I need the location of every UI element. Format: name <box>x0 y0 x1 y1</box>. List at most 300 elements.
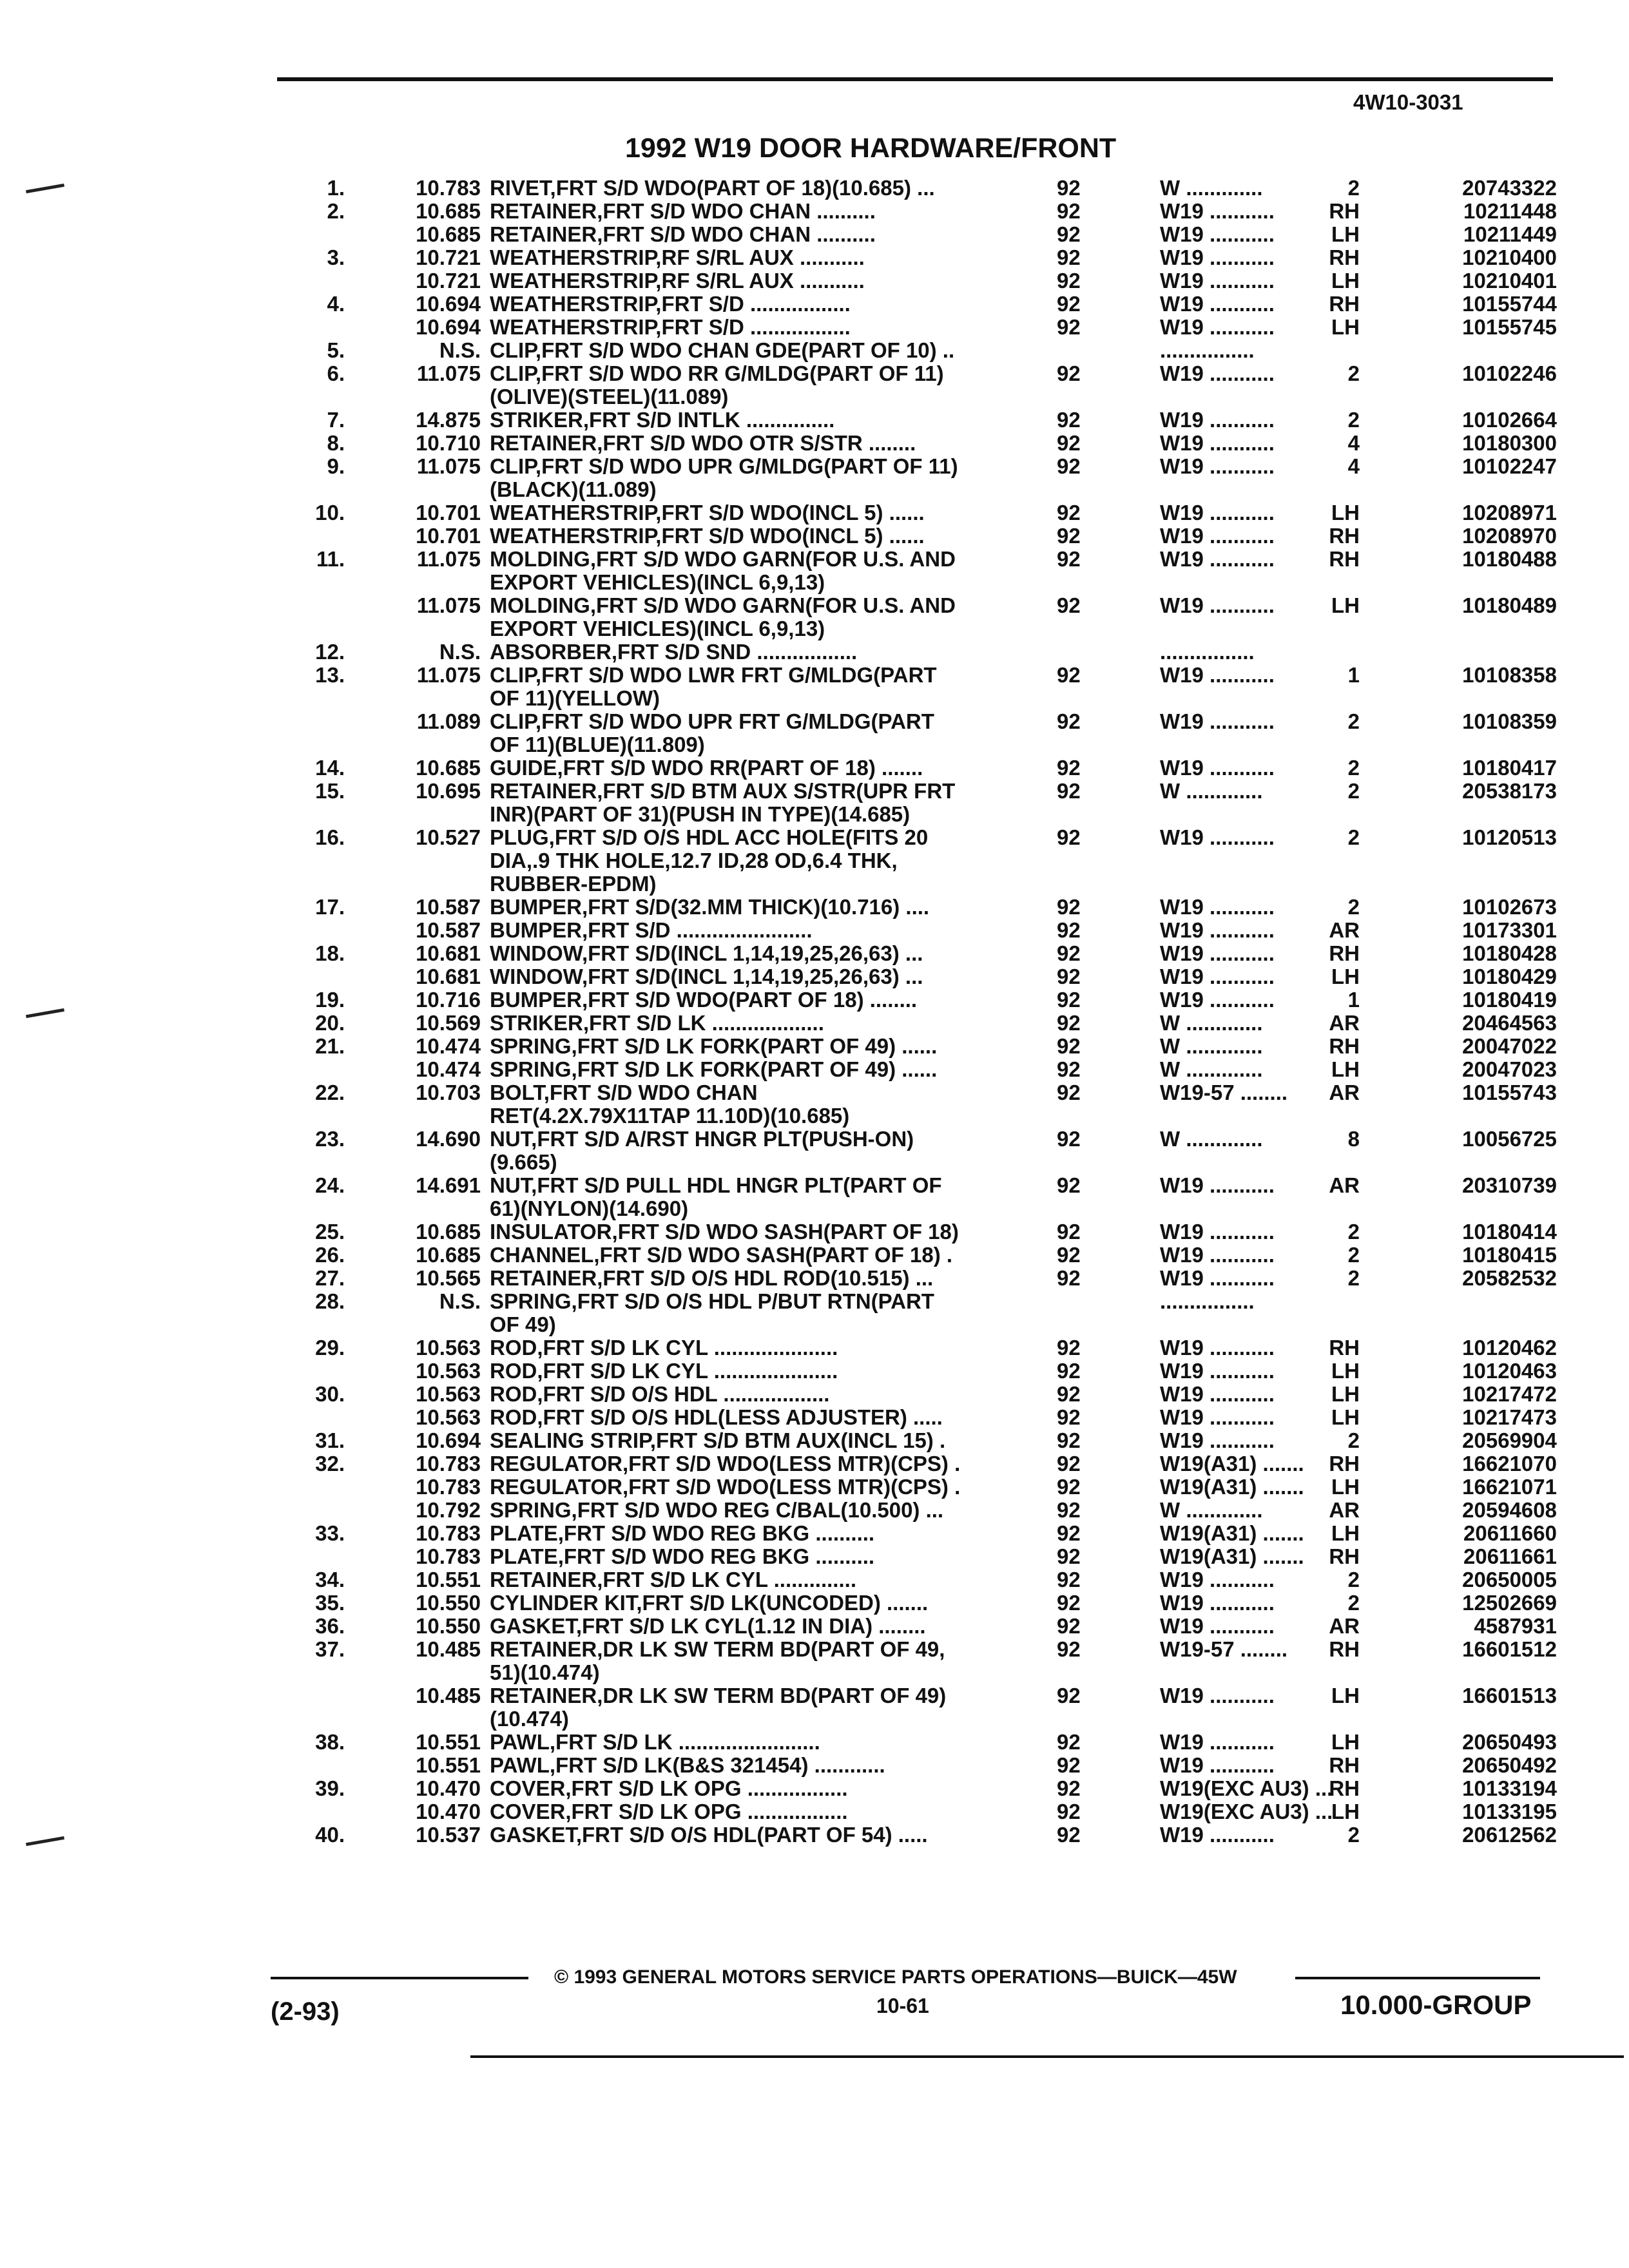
table-row <box>0 1777 1629 1800</box>
part-number: 16601513 <box>1462 1684 1557 1707</box>
prefix-number: 10.783 <box>416 1544 481 1568</box>
description <box>490 1197 1057 1220</box>
part-detail: (10.474) <box>490 1707 569 1731</box>
prefix-number: 10.563 <box>416 1382 481 1406</box>
model-code: W19 ........... <box>1160 1730 1275 1754</box>
model-year: 92 <box>1057 292 1081 316</box>
model-code: W19(A31) ....... <box>1160 1544 1304 1568</box>
model-code: W19 ........... <box>1160 454 1275 478</box>
quantity: LH <box>1331 1359 1360 1383</box>
prefix-number <box>374 1661 490 1684</box>
part-number: 10208970 <box>1462 524 1557 548</box>
part-detail: ,FRT S/D WDO CHAN .......... <box>597 222 876 246</box>
model-year: 92 <box>1057 1776 1081 1800</box>
prefix-number: 10.563 <box>416 1405 481 1429</box>
ref-number <box>0 594 374 617</box>
quantity <box>1302 1707 1366 1731</box>
quantity <box>1302 571 1366 594</box>
part-number: 10208971 <box>1462 501 1557 524</box>
description <box>490 1244 1057 1267</box>
part-detail: (9.665) <box>490 1150 557 1174</box>
model-code <box>1160 849 1302 872</box>
part-name: NUT <box>490 1173 532 1197</box>
part-detail: ,FRT S/D LK ........................ <box>549 1730 820 1754</box>
part-detail: OF 11)(BLUE)(11.809) <box>490 733 705 756</box>
ref-number: 24. <box>315 1173 345 1197</box>
prefix-number: 10.783 <box>416 176 481 200</box>
model-year <box>1057 1197 1160 1220</box>
prefix-number: 10.551 <box>416 1568 481 1591</box>
part-name: RETAINER <box>490 431 597 455</box>
table-row <box>0 1475 1629 1499</box>
quantity: 2 <box>1347 895 1360 919</box>
description <box>490 988 1057 1012</box>
part-name: PAWL <box>490 1730 550 1754</box>
table-row <box>0 1128 1629 1151</box>
footer-rule-right <box>1295 1977 1540 1979</box>
description <box>490 455 1057 478</box>
part-number: 10210401 <box>1462 269 1557 293</box>
prefix-number: 10.569 <box>416 1011 481 1035</box>
table-row <box>0 177 1629 200</box>
description <box>490 1638 1057 1661</box>
model-year: 92 <box>1057 1753 1081 1777</box>
model-year <box>1057 803 1160 826</box>
part-number <box>1366 478 1629 501</box>
part-number: 10102247 <box>1462 454 1557 478</box>
prefix-number <box>374 385 490 408</box>
table-row <box>0 1290 1629 1313</box>
quantity: LH <box>1331 269 1360 293</box>
quantity: RH <box>1329 1336 1360 1360</box>
model-code: W19 ........... <box>1160 988 1275 1012</box>
ref-number: 5. <box>327 338 345 362</box>
table-row <box>0 1012 1629 1035</box>
model-year: 92 <box>1057 176 1081 200</box>
ref-number: 6. <box>327 361 345 385</box>
part-name: STRIKER <box>490 408 583 432</box>
part-detail: ,FRT S/D WDO(INCL 5) ...... <box>655 501 925 524</box>
ref-number: 14. <box>315 756 345 780</box>
part-name: BUMPER <box>490 918 583 942</box>
part-name: MOLDING <box>490 593 590 617</box>
part-number: 10211448 <box>1463 199 1557 223</box>
part-detail: ,FRT S/D ................. <box>655 315 851 339</box>
ref-number: 30. <box>315 1382 345 1406</box>
part-name: REGULATOR <box>490 1475 622 1499</box>
part-detail: ,DR LK SW TERM BD(PART OF 49, <box>597 1637 945 1661</box>
table-row <box>0 896 1629 919</box>
table-row <box>0 1035 1629 1058</box>
part-detail: EXPORT VEHICLES)(INCL 6,9,13) <box>490 570 825 594</box>
quantity: LH <box>1331 965 1360 988</box>
model-code: W19(EXC AU3) ... <box>1160 1800 1333 1823</box>
quantity: 2 <box>1347 1591 1360 1615</box>
model-year: 92 <box>1057 1823 1081 1847</box>
ref-number <box>0 1104 374 1128</box>
part-detail: INR)(PART OF 31)(PUSH IN TYPE)(14.685) <box>490 802 911 826</box>
part-number: 20743322 <box>1462 176 1557 200</box>
part-number: 20650493 <box>1462 1730 1557 1754</box>
description <box>490 849 1057 872</box>
description <box>490 1290 1057 1313</box>
quantity <box>1302 1151 1366 1174</box>
model-year: 92 <box>1057 222 1081 246</box>
part-number <box>1366 687 1629 710</box>
quantity: 4 <box>1347 431 1360 455</box>
part-name: BUMPER <box>490 988 583 1012</box>
part-detail: ,FRT S/D BTM AUX S/STR(UPR FRT <box>597 779 956 803</box>
description <box>490 640 1057 664</box>
part-detail: ,FRT S/D WDO UPR FRT G/MLDG(PART <box>535 709 934 733</box>
ref-number <box>0 710 374 733</box>
table-row <box>0 919 1629 942</box>
part-name: PLATE <box>490 1521 558 1545</box>
prefix-number: 11.075 <box>416 663 481 687</box>
table-row <box>0 1360 1629 1383</box>
description <box>490 1522 1057 1545</box>
prefix-number: 10.587 <box>416 918 481 942</box>
part-detail: ,FRT S/D SND ................. <box>611 640 858 664</box>
prefix-number: 10.550 <box>416 1614 481 1638</box>
part-name: INSULATOR <box>490 1220 612 1244</box>
quantity <box>1302 339 1366 362</box>
part-name: CLIP <box>490 454 535 478</box>
model-code: W19 ........... <box>1160 199 1275 223</box>
part-number: 20594608 <box>1462 1498 1557 1522</box>
part-number: 20582532 <box>1462 1266 1557 1290</box>
quantity: AR <box>1329 1081 1360 1104</box>
part-number: 20611660 <box>1463 1521 1557 1545</box>
ref-number: 10. <box>315 501 345 524</box>
model-year <box>1057 1707 1160 1731</box>
description <box>490 293 1057 316</box>
model-year <box>1057 617 1160 640</box>
ref-number <box>0 1707 374 1731</box>
footer-rule-left <box>271 1977 528 1979</box>
part-detail: ,FRT S/D LK FORK(PART OF 49) ...... <box>571 1034 938 1058</box>
model-year: 92 <box>1057 1359 1081 1383</box>
description <box>490 408 1057 432</box>
prefix-number: 10.685 <box>416 222 481 246</box>
model-year: 92 <box>1057 918 1081 942</box>
part-number: 10180428 <box>1462 941 1557 965</box>
description <box>490 362 1057 385</box>
table-row <box>0 1313 1629 1336</box>
model-code: W19(A31) ....... <box>1160 1521 1304 1545</box>
description <box>490 269 1057 293</box>
prefix-number: 10.792 <box>416 1498 481 1522</box>
parts-list <box>0 177 1629 1847</box>
quantity: 2 <box>1347 1266 1360 1290</box>
part-number: 10155745 <box>1462 315 1557 339</box>
page-id: 4W10-3031 <box>1353 90 1463 114</box>
part-detail: ,FRT S/D WDO(LESS MTR)(CPS) . <box>622 1452 961 1475</box>
part-number: 20650492 <box>1462 1753 1557 1777</box>
prefix-number: 11.075 <box>416 361 481 385</box>
quantity: LH <box>1331 593 1360 617</box>
part-detail: RET(4.2X.79X11TAP 11.10D)(10.685) <box>490 1104 850 1128</box>
model-code: W19 ........... <box>1160 1359 1275 1383</box>
part-number: 10102246 <box>1462 361 1557 385</box>
ref-number: 29. <box>315 1336 345 1360</box>
ref-number <box>0 223 374 246</box>
ref-number <box>0 919 374 942</box>
ref-number <box>0 269 374 293</box>
part-number: 10180417 <box>1462 756 1557 780</box>
description <box>490 1475 1057 1499</box>
part-number: 10155743 <box>1462 1081 1557 1104</box>
table-row <box>0 1707 1629 1731</box>
ref-number <box>0 571 374 594</box>
model-code: W19 ........... <box>1160 1405 1275 1429</box>
description <box>490 1823 1057 1847</box>
table-row <box>0 571 1629 594</box>
part-number: 10155744 <box>1462 292 1557 316</box>
table-row <box>0 710 1629 733</box>
description <box>490 571 1057 594</box>
part-name: GUIDE <box>490 756 557 780</box>
part-name: PLATE <box>490 1544 558 1568</box>
quantity: LH <box>1331 501 1360 524</box>
model-year: 92 <box>1057 1405 1081 1429</box>
part-name: WEATHERSTRIP <box>490 269 656 293</box>
model-year: 92 <box>1057 1475 1081 1499</box>
model-code <box>1160 617 1302 640</box>
quantity: AR <box>1329 1498 1360 1522</box>
model-year: 92 <box>1057 965 1081 988</box>
model-code: W19 ........... <box>1160 1336 1275 1360</box>
page-number: 10-61 <box>876 1994 929 2017</box>
part-detail: OF 49) <box>490 1312 556 1336</box>
part-number: 10180489 <box>1462 593 1557 617</box>
part-number: 20569904 <box>1462 1428 1557 1452</box>
quantity: LH <box>1331 1800 1360 1823</box>
table-row <box>0 617 1629 640</box>
prefix-number: 10.474 <box>416 1034 481 1058</box>
part-number: 10180415 <box>1462 1243 1557 1267</box>
part-number: 10056725 <box>1462 1127 1557 1151</box>
description <box>490 1336 1057 1360</box>
part-name: GASKET <box>490 1614 576 1638</box>
part-detail: ,FRT S/D PULL HDL HNGR PLT(PART OF <box>531 1173 942 1197</box>
revision-date: (2-93) <box>271 1997 340 2026</box>
prefix-number: 10.685 <box>416 1220 481 1244</box>
model-year: 92 <box>1057 1428 1081 1452</box>
description <box>490 316 1057 339</box>
part-name: RETAINER <box>490 1568 597 1591</box>
quantity: 2 <box>1347 1568 1360 1591</box>
ref-number <box>0 1684 374 1707</box>
model-code: W ............. <box>1160 176 1263 200</box>
ref-number: 22. <box>315 1081 345 1104</box>
model-year: 92 <box>1057 779 1081 803</box>
ref-number <box>0 1360 374 1383</box>
prefix-number <box>374 617 490 640</box>
model-code: W ............. <box>1160 1498 1263 1522</box>
quantity: LH <box>1331 1057 1360 1081</box>
model-year: 92 <box>1057 895 1081 919</box>
ref-number: 21. <box>315 1034 345 1058</box>
quantity: LH <box>1331 1405 1360 1429</box>
part-number: 20047022 <box>1462 1034 1557 1058</box>
model-code: W19 ........... <box>1160 825 1275 849</box>
quantity <box>1302 803 1366 826</box>
model-code: W19 ........... <box>1160 547 1275 571</box>
quantity <box>1302 687 1366 710</box>
prefix-number: N.S. <box>439 640 481 664</box>
model-year <box>1057 640 1160 664</box>
part-number: 10102664 <box>1462 408 1557 432</box>
description <box>490 501 1057 524</box>
ref-number: 3. <box>327 245 345 269</box>
model-year <box>1057 571 1160 594</box>
model-code: W ............. <box>1160 1034 1263 1058</box>
part-number: 10180300 <box>1462 431 1557 455</box>
part-number: 16601512 <box>1462 1637 1557 1661</box>
part-detail: ,FRT S/D O/S HDL .................. <box>537 1382 830 1406</box>
quantity: 2 <box>1347 1823 1360 1847</box>
part-number: 10108359 <box>1462 709 1557 733</box>
model-year: 92 <box>1057 1730 1081 1754</box>
part-name: RETAINER <box>490 779 597 803</box>
table-row <box>0 524 1629 548</box>
model-year: 92 <box>1057 756 1081 780</box>
part-number: 10211449 <box>1463 222 1557 246</box>
prefix-number: 10.470 <box>416 1776 481 1800</box>
part-name: SPRING <box>490 1289 572 1313</box>
ref-number: 32. <box>315 1452 345 1475</box>
part-detail: ,FRT S/D O/S HDL P/BUT RTN(PART <box>571 1289 934 1313</box>
part-detail: ,FRT S/D WDO LWR FRT G/MLDG(PART <box>535 663 937 687</box>
part-detail: ,FRT S/D WDO REG C/BAL(10.500) ... <box>571 1498 944 1522</box>
model-year <box>1057 733 1160 756</box>
part-number: 20047023 <box>1462 1057 1557 1081</box>
part-detail: ,FRT S/D LK CYL ..................... <box>537 1336 838 1360</box>
quantity: 4 <box>1347 454 1360 478</box>
model-code: W19 ........... <box>1160 1753 1275 1777</box>
prefix-number: 10.551 <box>416 1730 481 1754</box>
prefix-number: 10.485 <box>416 1684 481 1707</box>
model-code: W19(EXC AU3) ... <box>1160 1776 1333 1800</box>
description <box>490 339 1057 362</box>
quantity: 2 <box>1347 176 1360 200</box>
quantity: 2 <box>1347 1428 1360 1452</box>
description <box>490 1383 1057 1406</box>
description <box>490 1128 1057 1151</box>
part-detail: ,FRT S/D WDO RR(PART OF 18) ....... <box>557 756 923 780</box>
table-row <box>0 432 1629 455</box>
part-number <box>1366 1197 1629 1220</box>
part-number <box>1366 872 1629 896</box>
part-detail: ,FRT S/D A/RST HNGR PLT(PUSH-ON) <box>531 1127 914 1151</box>
quantity <box>1302 478 1366 501</box>
prefix-number: 10.721 <box>416 245 481 269</box>
ref-number: 23. <box>315 1127 345 1151</box>
model-code: ................ <box>1160 338 1255 362</box>
table-row <box>0 594 1629 617</box>
model-code: W19 ........... <box>1160 1266 1275 1290</box>
description <box>490 432 1057 455</box>
model-year: 92 <box>1057 315 1081 339</box>
quantity <box>1302 640 1366 664</box>
part-name: CLIP <box>490 338 535 362</box>
part-number: 10108358 <box>1462 663 1557 687</box>
model-code: W19 ........... <box>1160 663 1275 687</box>
table-row <box>0 1661 1629 1684</box>
part-name: BOLT <box>490 1081 544 1104</box>
table-row <box>0 826 1629 849</box>
model-year: 92 <box>1057 454 1081 478</box>
part-name: ROD <box>490 1382 537 1406</box>
part-number: 12502669 <box>1462 1591 1557 1615</box>
table-row <box>0 385 1629 408</box>
prefix-number: 14.691 <box>416 1173 481 1197</box>
table-row <box>0 455 1629 478</box>
model-year <box>1057 1313 1160 1336</box>
model-code <box>1160 478 1302 501</box>
model-code: W19 ........... <box>1160 1823 1275 1847</box>
prefix-number: 10.563 <box>416 1336 481 1360</box>
table-row <box>0 1081 1629 1104</box>
ref-number: 40. <box>315 1823 345 1847</box>
part-number: 16621070 <box>1462 1452 1557 1475</box>
part-detail: ,FRT S/D ................. <box>655 292 851 316</box>
quantity: 1 <box>1347 663 1360 687</box>
prefix-number: 10.470 <box>416 1800 481 1823</box>
table-row <box>0 803 1629 826</box>
ref-number: 17. <box>315 895 345 919</box>
description <box>490 1360 1057 1383</box>
prefix-number: 10.783 <box>416 1521 481 1545</box>
part-name: RETAINER <box>490 1266 597 1290</box>
part-name: WEATHERSTRIP <box>490 524 656 548</box>
part-name: WEATHERSTRIP <box>490 315 656 339</box>
part-detail: ,FRT S/D LK(B&S 321454) ............ <box>549 1753 885 1777</box>
model-code: W19 ........... <box>1160 1220 1275 1244</box>
model-code: W19 ........... <box>1160 918 1275 942</box>
description <box>490 1568 1057 1591</box>
description <box>490 687 1057 710</box>
quantity: LH <box>1331 1730 1360 1754</box>
model-code: W ............. <box>1160 1057 1263 1081</box>
model-year: 92 <box>1057 709 1081 733</box>
quantity: RH <box>1329 1637 1360 1661</box>
model-year: 92 <box>1057 988 1081 1012</box>
quantity: 2 <box>1347 361 1360 385</box>
model-year <box>1057 1104 1160 1128</box>
part-number: 20611661 <box>1463 1544 1557 1568</box>
part-number: 10180414 <box>1462 1220 1557 1244</box>
prefix-number: 10.701 <box>416 501 481 524</box>
description <box>490 872 1057 896</box>
table-row <box>0 1267 1629 1290</box>
part-detail: ,FRT S/D LK OPG ................. <box>565 1800 848 1823</box>
prefix-number: 10.587 <box>416 895 481 919</box>
prefix-number: 10.721 <box>416 269 481 293</box>
table-row <box>0 1197 1629 1220</box>
part-number <box>1366 1151 1629 1174</box>
quantity: RH <box>1329 245 1360 269</box>
quantity: RH <box>1329 292 1360 316</box>
part-detail: ,FRT S/D LK CYL .............. <box>597 1568 856 1591</box>
part-name: CLIP <box>490 709 535 733</box>
part-detail: DIA,.9 THK HOLE,12.7 ID,28 OD,6.4 THK, <box>490 849 898 872</box>
part-detail: ,FRT S/D LK OPG ................. <box>565 1776 848 1800</box>
table-row <box>0 687 1629 710</box>
quantity: 2 <box>1347 1220 1360 1244</box>
part-detail: ,FRT S/D LK(UNCODED) ....... <box>636 1591 929 1615</box>
